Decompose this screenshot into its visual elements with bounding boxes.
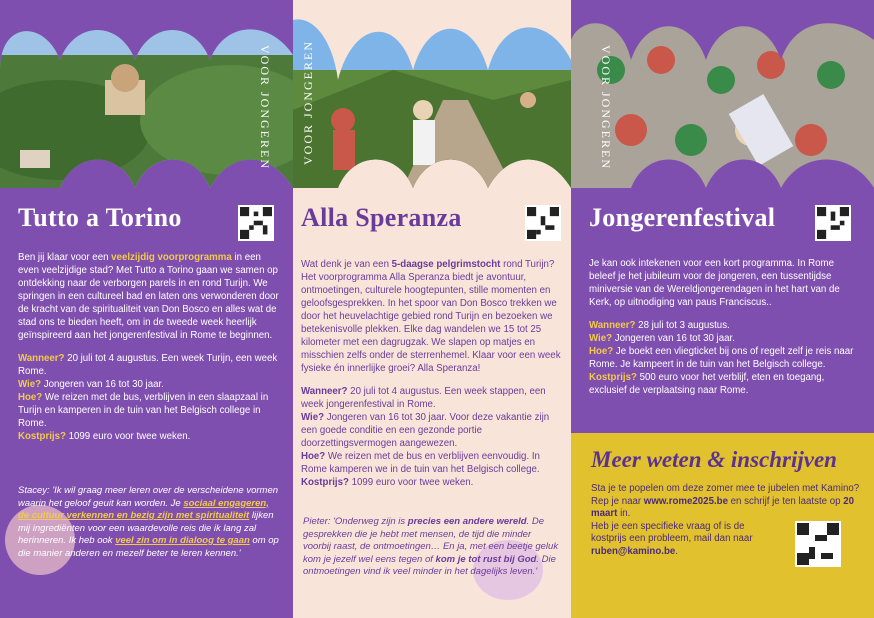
- photo-festival-crowd: [571, 0, 874, 188]
- vertical-label: VOOR JONGEREN: [258, 45, 272, 170]
- info-box-text: Sta je te popelen om deze zomer mee te jubelen met Kamino? Rep je naar www.rome2025.be en schrijf je ten laatste op 20 maart in. Heb je een specifieke vraag of is de kostprijs een probleem, mail dan naar ruben@kamino.be.: [591, 483, 860, 557]
- quote-pieter: Pieter: 'Onderweg zijn is precies een andere wereld. De gesprekken die je hebt met mensen, de tijd die minder voorbij raast, de ontmoetingen… En ja, met een beetje geluk kom je jezelf wel eens tegen of kom je tot rust bij God. Die ontmoetingen vind ik veel minder in het dagelijks leven.': [303, 516, 559, 577]
- intro-text: Ben jij klaar voor een veelzijdig voorprogramma in een even veelzijdige stad? Met Tutto a Torino gaan we samen op ontdekking naar de verborgen parels in en rond Turijn. We springen in een cultureel bad en laten ons verwonderen door de kracht van de spiritualiteit van Don Bosco en alles wat de stad ons te bieden heeft, om in de tweede week heerlijk geïnspireerd aan het jongerenfestival in Rome te beginnen. Wanneer? 20 juli tot 4 augustus. Een week Turijn, een week Rome. Wie? Jongeren van 16 tot 30 jaar. Hoe? We reizen met de bus, verblijven in een slaapzaal in Turijn en kamperen in de tuin van het Belgisch college in Rome. Kostprijs? 1099 euro voor twee weken.: [18, 252, 279, 442]
- photo-pilgrims: [293, 0, 571, 188]
- column-tutto-a-torino: [0, 0, 293, 618]
- title-jongerenfestival: Jongerenfestival: [589, 203, 776, 232]
- intro-text: Je kan ook intekenen voor een kort programma. In Rome beleef je het jubileum voor de jongeren, een tussentijdse miniversie van de Wereldjongerendagen in het hart van de Kerk, op uitnodiging van paus Franciscus.. Wanneer? 28 juli tot 3 augustus. Wie? Jongeren van 16 tot 30 jaar. Hoe? Je boekt een vliegticket bij ons of regelt zelf je reis naar Rome. Je kampeert in de tuin van het Belgisch college. Kostprijs? 500 euro voor het verblijf, eten en toegang, exclusief de verplaatsing naar Rome.: [589, 258, 854, 396]
- title-tutto-a-torino: Tutto a Torino: [18, 203, 182, 232]
- qr-code[interactable]: [795, 521, 841, 567]
- quote-stacey: Stacey: 'Ik wil graag meer leren over de verscheidene vormen waarin het geloof geuit kan worden. Je sociaal engageren, de cultuur verkennen en bezig zijn met spiritualiteit lijken mij ingrediënten voor een waardevolle reis die ik lang zal herinneren. Ik heb ook veel zin om in dialoog te gaan om op die manier anderen en mezelf beter te leren kennen.': [18, 485, 279, 559]
- website-link[interactable]: www.rome2025.be: [643, 495, 728, 507]
- email-link[interactable]: ruben@kamino.be: [591, 545, 676, 557]
- qr-code[interactable]: [525, 205, 561, 241]
- column-alla-speranza: [293, 0, 571, 618]
- photo-turin-basilica: [0, 0, 293, 188]
- title-alla-speranza: Alla Speranza: [301, 203, 462, 232]
- info-box: [571, 433, 874, 618]
- intro-text: Wat denk je van een 5-daagse pelgrimstocht rond Turijn? Het voorprogramma Alla Speranza biedt je avontuur, ontmoetingen, culturele hoogtepunten, stille momenten en geloofsgesprekken. In het spoor van Don Bosco trekken we door het heuvelachtige gebied rond Turijn en bezoeken we betekenisvolle plekken. Elke dag wandelen we 15 tot 25 kilometer met een dagrugzak. We slapen op matjes en misschien zelfs onder de sterrenhemel. Klaar voor een week fysieke én innerlijke groei? Alla Speranza! Wanneer? 20 juli tot 4 augustus. Een week stappen, een week jongerenfestival in Rome. Wie? Jongeren van 16 tot 30 jaar. Voor deze vakantie zijn een goede conditie en een gezonde portie doorzettingsvermogen aangewezen. Hoe? We reizen met de bus en verblijven eenvoudig. In Rome kamperen we in de tuin van het Belgisch college. Kostprijs? 1099 euro voor twee weken.: [301, 259, 561, 488]
- vertical-label: VOOR JONGEREN: [301, 40, 315, 165]
- qr-code[interactable]: [238, 205, 274, 241]
- vertical-label: VOOR JONGEREN: [599, 45, 613, 170]
- qr-code[interactable]: [815, 205, 851, 241]
- column-jongerenfestival: [571, 0, 874, 618]
- info-box-title: Meer weten & inschrijven: [591, 447, 837, 472]
